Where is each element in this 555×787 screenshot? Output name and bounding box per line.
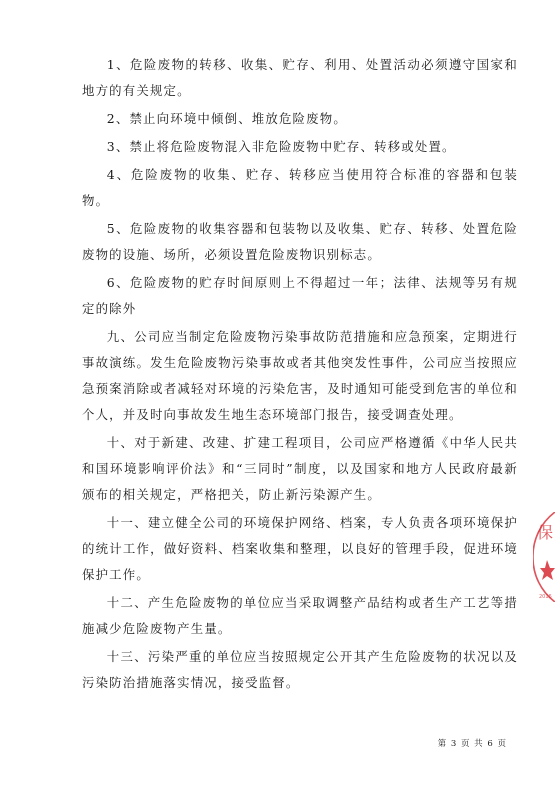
paragraph-10: 十、对于新建、改建、扩建工程项目，公司应严格遵循《中华人民共和国环境影响评价法》和“三同时”制度，以及国家和地方人民政府最新颁布的相关规定，严格把关，防止新污染源产生。: [82, 435, 518, 502]
svg-text:保: 保: [537, 523, 554, 542]
paragraph-11: 十一、建立健全公司的环境保护网络、档案，专人负责各项环境保护的统计工作，做好资料、档案收集和整理，以良好的管理手段，促进环境保护工作。: [82, 515, 518, 582]
page-number-footer: 第 3 页 共 6 页: [437, 739, 507, 749]
paragraph-2: 2、禁止向环境中倾倒、堆放危险废物。: [106, 111, 347, 126]
paragraph-13: 十三、污染严重的单位应当按照规定公开其产生危险废物的状况以及污染防治措施落实情况，接受监督。: [82, 649, 518, 690]
seal-stamp: [533, 512, 555, 602]
paragraph-12: 十二、产生危险废物的单位应当采取调整产品结构或者生产工艺等措施减少危险废物产生量。: [82, 595, 518, 636]
svg-text:2016: 2016: [539, 594, 552, 600]
paragraph-9: 九、公司应当制定危险废物污染事故防范措施和应急预案，定期进行事故演练。发生危险废物污染事故或者其他突发性事件，公司应当按照应急预案消除或者减轻对环境的污染危害，及时通知可能受到危害的单位和个人，并及时向事故发生地生态环境部门报告，接受调查处理。: [82, 329, 518, 422]
paragraph-3: 3、禁止将危险废物混入非危险废物中贮存、转移或处置。: [106, 139, 456, 154]
paragraph-6: 6、危险废物的贮存时间原则上不得超过一年；法律、法规等另有规定的除外: [82, 275, 518, 316]
paragraph-5: 5、危险废物的收集容器和包装物以及收集、贮存、转移、处置危险废物的设施、场所，必须设置危险废物识别标志。: [82, 221, 518, 262]
document-body: [82, 52, 518, 698]
paragraph-1: 1、危险废物的转移、收集、贮存、利用、处置活动必须遵守国家和地方的有关规定。: [82, 57, 518, 98]
paragraph-4: 4、危险废物的收集、贮存、转移应当使用符合标准的容器和包装物。: [82, 167, 518, 208]
